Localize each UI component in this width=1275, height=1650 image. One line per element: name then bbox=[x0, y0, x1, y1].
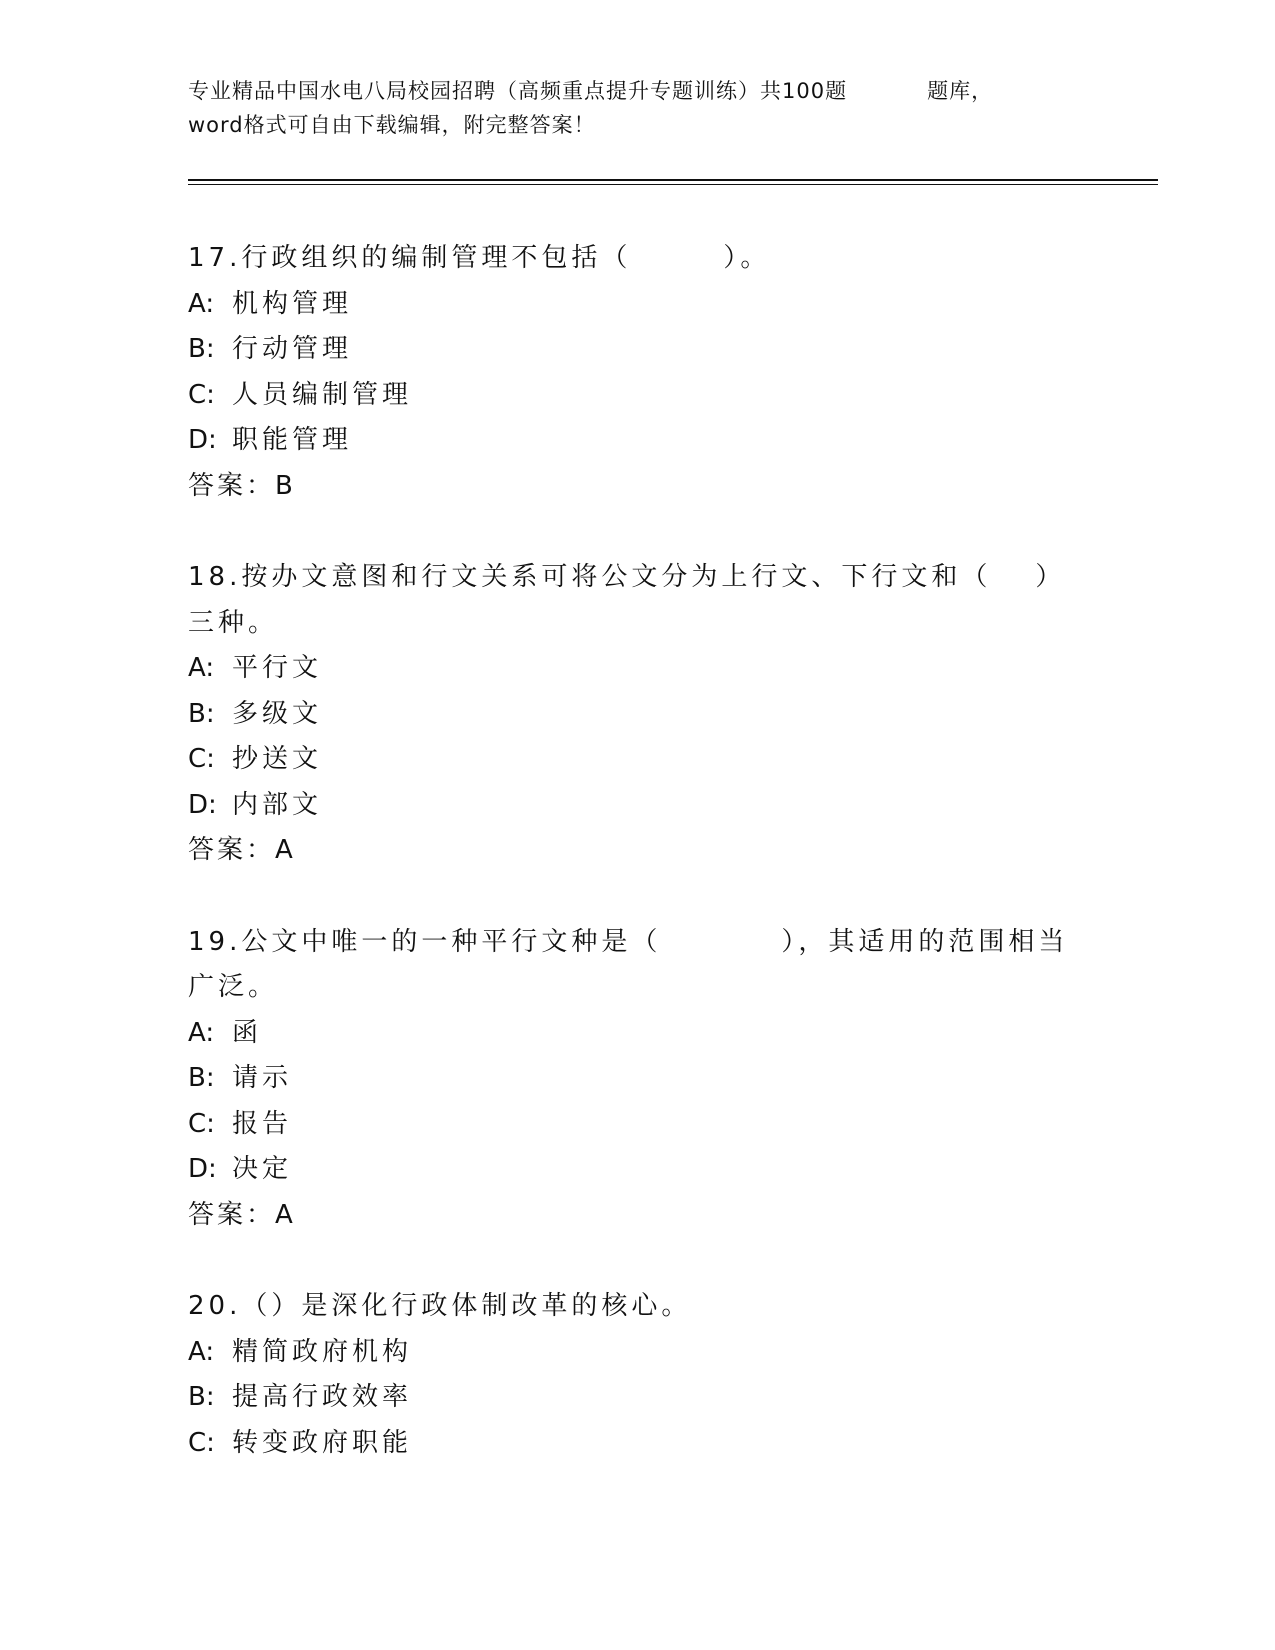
header-divider-thin bbox=[188, 184, 1158, 185]
option-b: B: 行动管理 bbox=[188, 334, 353, 364]
question-list bbox=[188, 236, 1088, 1512]
question-item bbox=[188, 555, 1088, 874]
answer-line: 答案：B bbox=[188, 470, 293, 501]
answer-line: 答案：A bbox=[188, 1199, 293, 1230]
option-d: D: 内部文 bbox=[188, 789, 323, 820]
answer-value: B bbox=[275, 470, 293, 501]
header-subtitle: word格式可自由下载编辑，附完整答案！ bbox=[188, 113, 596, 137]
question-item bbox=[188, 236, 1088, 509]
question-item bbox=[188, 920, 1088, 1239]
header-divider-thick bbox=[188, 179, 1158, 181]
option-b: B: 请示 bbox=[188, 1063, 293, 1093]
question-stem: 17.行政组织的编制管理不包括（ ）。 bbox=[188, 243, 771, 273]
option-c: C: 人员编制管理 bbox=[188, 379, 413, 410]
question-stem: 19.公文中唯一的一种平行文种是（ ），其适用的范围相当广泛。 bbox=[188, 926, 1069, 1002]
answer-value: A bbox=[275, 835, 293, 865]
option-b: B: 多级文 bbox=[188, 698, 323, 729]
option-c: C: 报告 bbox=[188, 1108, 293, 1139]
header-title: 专业精品中国水电八局校园招聘（高频重点提升专题训练）共100题 bbox=[188, 79, 848, 103]
option-d: D: 决定 bbox=[188, 1154, 293, 1184]
option-c: C: 转变政府职能 bbox=[188, 1427, 413, 1458]
question-stem: 20.（）是深化行政体制改革的核心。 bbox=[188, 1291, 692, 1321]
option-a: A: 平行文 bbox=[188, 653, 323, 683]
option-c: C: 抄送文 bbox=[188, 744, 323, 774]
option-d: D: 职能管理 bbox=[188, 425, 353, 455]
answer-value: A bbox=[275, 1199, 293, 1230]
option-a: A: 函 bbox=[188, 1017, 263, 1048]
answer-line: 答案：A bbox=[188, 835, 293, 865]
question-stem: 18.按办文意图和行文关系可将公文分为上行文、下行文和（ ）三种。 bbox=[188, 562, 1066, 638]
option-b: B: 提高行政效率 bbox=[188, 1382, 413, 1412]
header-title-suffix: 题库， bbox=[927, 79, 994, 103]
option-a: A: 精简政府机构 bbox=[188, 1336, 413, 1367]
option-a: A: 机构管理 bbox=[188, 288, 353, 319]
document-header bbox=[188, 74, 1078, 142]
question-item bbox=[188, 1284, 1088, 1466]
